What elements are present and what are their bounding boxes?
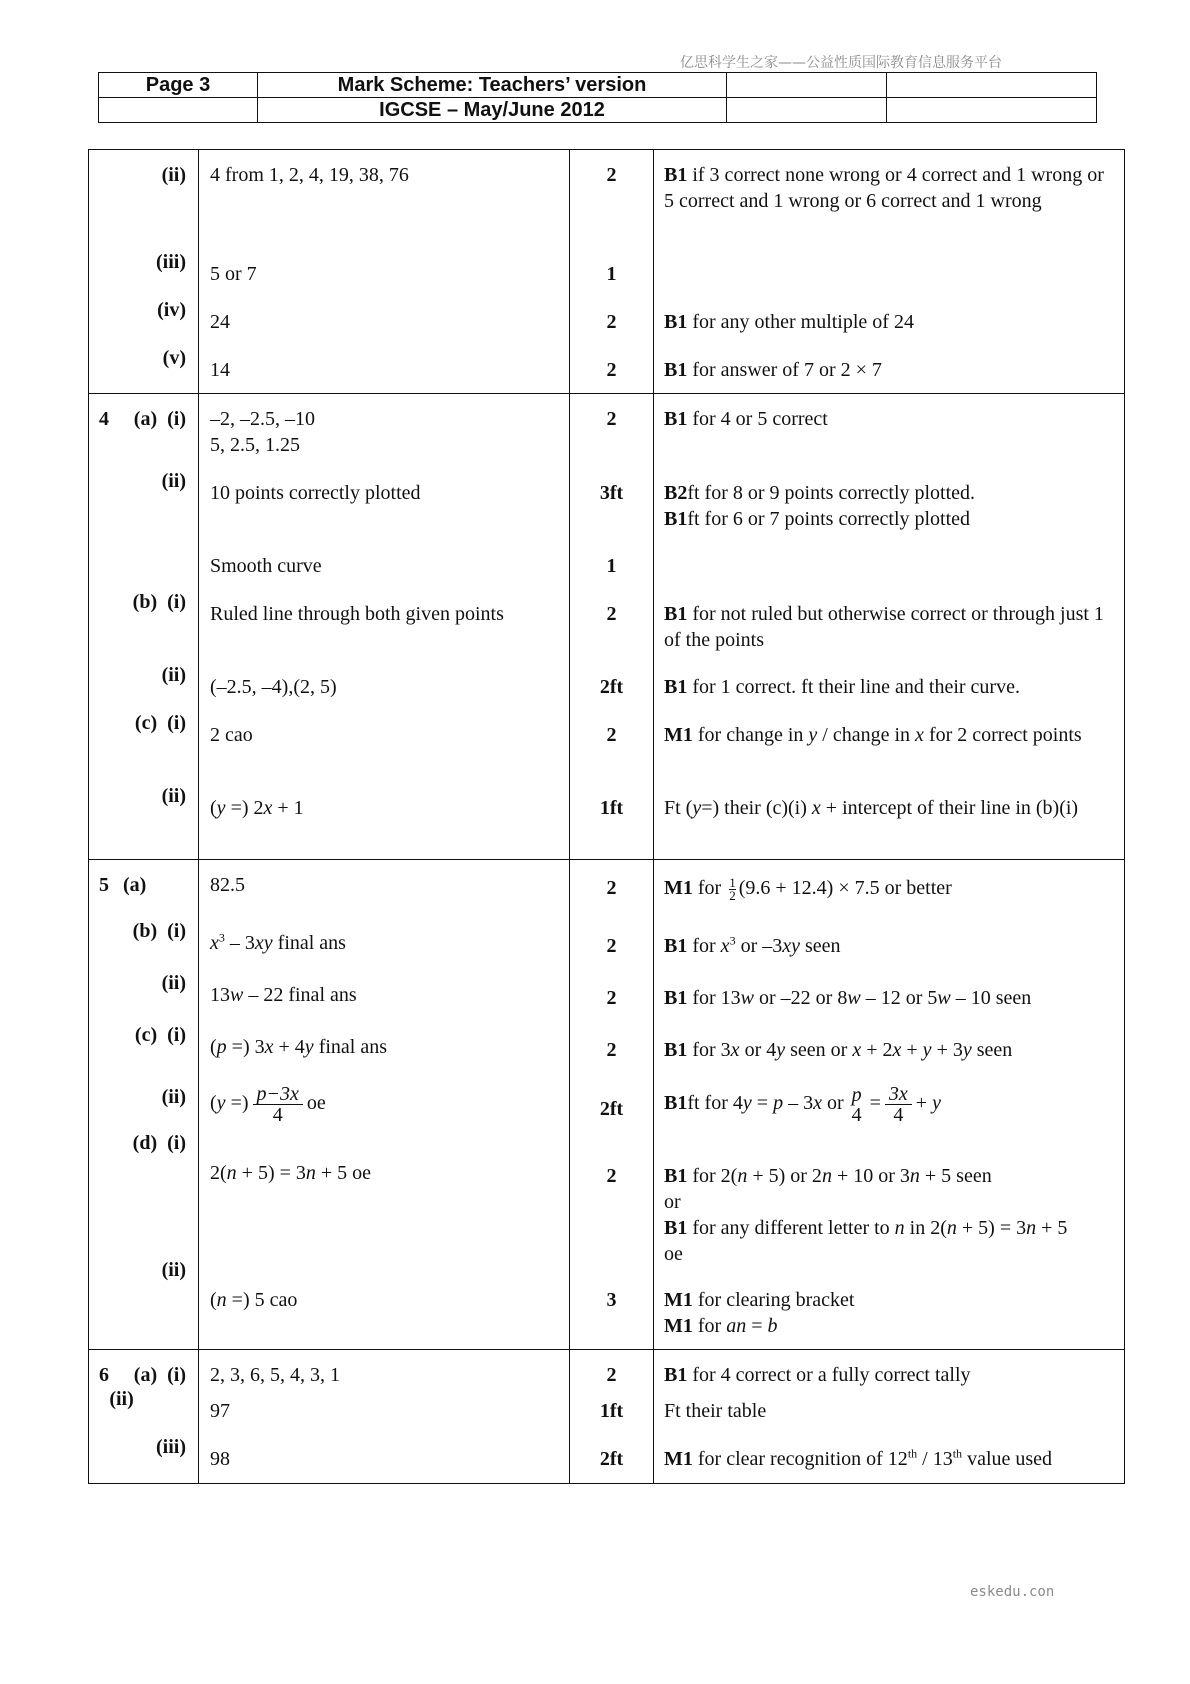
question-label: (c) (i) [134, 1024, 186, 1046]
comment-cell: M1 for clear recognition of 12th / 13th value used [664, 1446, 1053, 1470]
answer-cell: 24 [210, 311, 230, 333]
answer-cell: –2, –2.5, –10 5, 2.5, 1.25 [210, 408, 315, 456]
page-title: Mark Scheme: Teachers’ version [258, 73, 727, 98]
question-label: (ii) [161, 1259, 186, 1281]
answer-cell: 14 [210, 359, 230, 381]
answer-cell: 10 points correctly plotted [210, 482, 421, 504]
question-label: (ii) [109, 1388, 134, 1410]
question-label [89, 541, 198, 589]
watermark-top: 亿思科学生之家——公益性质国际教育信息服务平台 [680, 55, 1002, 71]
question-label: (ii) [161, 1086, 186, 1108]
question-5-group [89, 860, 1125, 1350]
mark-cell: 1ft [599, 1400, 624, 1422]
comment-cell: B1 for 4 correct or a fully correct tally [664, 1364, 971, 1386]
fraction: p 4 [851, 1083, 862, 1126]
mark-cell: 2 [606, 1364, 617, 1386]
header-empty-cell [887, 73, 1097, 98]
page-header-table [98, 72, 1097, 123]
answer-cell: (y =) $\frac{p-3x}{4}$ oe [210, 1083, 326, 1126]
question-label: (ii) [161, 470, 186, 492]
fraction: $\frac{3x}{4}$ [885, 1084, 912, 1125]
mark-cell: 2 [606, 1039, 617, 1061]
watermark-bottom: eskedu.con [970, 1584, 1055, 1600]
comment-cell: B1 for not ruled but otherwise correct or through just 1 of the points [664, 603, 1104, 651]
comment-cell: M1 for $\frac{1}{2}$ (9.6 + 12.4) × 7.5 or better [664, 874, 952, 903]
mark-cell: 2 [606, 877, 617, 899]
answer-cell: 13w – 22 final ans [210, 984, 357, 1006]
mark-scheme-table [88, 149, 1125, 1484]
mark-cell: 2 [606, 603, 617, 625]
comment-cell: B1 for answer of 7 or 2 × 7 [664, 359, 882, 381]
mark-cell: 3ft [599, 482, 624, 504]
comment-cell [654, 261, 1124, 309]
question-label: (ii) [161, 972, 186, 994]
mark-cell: 2 [606, 408, 617, 430]
question-label: (iv) [157, 299, 186, 321]
comment-cell: B2ft for 8 or 9 points correctly plotted. B1ft for 6 or 7 points correctly plotted [664, 482, 976, 530]
question-label: (v) [162, 347, 186, 369]
answer-cell: 2 cao [210, 724, 253, 746]
comment-cell: B1 for 3x or 4y seen or x + 2x + y + 3y seen [664, 1039, 1013, 1061]
question-4-group [89, 394, 1125, 860]
question-label: (iii) [156, 251, 186, 273]
question-label: (b) (i) [132, 591, 186, 613]
comment-cell [654, 553, 1124, 601]
answer-cell: 4 from 1, 2, 4, 19, 38, 76 [210, 164, 409, 186]
mark-cell: 2ft [599, 1098, 624, 1120]
comment-cell: B1 for any other multiple of 24 [664, 311, 914, 333]
mark-cell: 2 [606, 359, 617, 381]
mark-cell: 1 [606, 263, 617, 285]
fraction: $\frac{p-3x}{4}$ [253, 1084, 303, 1125]
comment-cell: M1 for clearing bracket M1 for an = b [664, 1289, 855, 1337]
mark-cell: 2ft [599, 1448, 624, 1470]
answer-cell: 2, 3, 6, 5, 4, 3, 1 [210, 1364, 340, 1386]
mark-cell: 2 [606, 935, 617, 957]
answer-cell: 2(n + 5) = 3n + 5 oe [210, 1162, 372, 1184]
question-label: (ii) [161, 785, 186, 807]
comment-cell: B1 for $x^3$ or –3xy seen [664, 933, 841, 957]
comment-cell: B1ft for 4y = p – 3x or p 4 = $\frac{3x}{4}$ + y [664, 1083, 941, 1126]
answer-cell: Smooth curve [210, 555, 322, 577]
answer-cell: 82.5 [210, 874, 245, 896]
question-label: (d) (i) [132, 1132, 186, 1154]
header-empty-cell [727, 73, 887, 98]
comment-cell: B1 for 1 correct. ft their line and their curve. [664, 676, 1020, 698]
question-label: (c) (i) [134, 712, 186, 734]
comment-cell: Ft (y=) their (c)(i) x + intercept of their line in (b)(i) [664, 797, 1079, 819]
mark-cell: 2 [606, 164, 617, 186]
question-6-group [89, 1350, 1125, 1484]
question-label: (ii) [161, 664, 186, 686]
question-3-group [89, 150, 1125, 394]
comment-cell: M1 for change in y / change in x for 2 correct points [664, 724, 1082, 746]
comment-cell: B1 for 13w or –22 or 8w – 12 or 5w – 10 seen [664, 987, 1032, 1009]
page-number: Page 3 [99, 73, 258, 98]
answer-cell: 98 [210, 1448, 230, 1470]
answer-cell: 5 or 7 [210, 263, 257, 285]
mark-cell: 2 [606, 311, 617, 333]
question-label: (b) (i) [132, 920, 186, 942]
mark-cell: 1ft [599, 797, 624, 819]
question-label: 6 (a) (i) [99, 1364, 186, 1386]
comment-cell: B1 for 2(n + 5) or 2n + 10 or 3n + 5 seen or B1 for any different letter to n in 2(n + 5) = 3n + 5 oe [664, 1165, 1068, 1265]
question-label: (iii) [156, 1436, 186, 1458]
question-label: 5 (a) [99, 874, 147, 896]
mark-cell: 2 [606, 987, 617, 1009]
fraction: $\frac{1}{2}$ [729, 874, 736, 903]
comment-cell: Ft their table [664, 1400, 767, 1422]
answer-cell: (y =) 2x + 1 [210, 797, 304, 819]
comment-cell: B1 for 4 or 5 correct [664, 408, 828, 430]
answer-cell: Ruled line through both given points [210, 603, 504, 625]
page-subtitle: IGCSE – May/June 2012 [258, 98, 727, 123]
answer-cell: 97 [210, 1400, 230, 1422]
question-label: (ii) [161, 164, 186, 186]
answer-cell: (–2.5, –4),(2, 5) [210, 676, 337, 698]
mark-cell: 1 [606, 555, 617, 577]
mark-cell: 3 [606, 1289, 617, 1311]
mark-cell: 2 [606, 724, 617, 746]
mark-cell: 2 [606, 1165, 617, 1187]
header-empty-cell [887, 98, 1097, 123]
answer-cell: (n =) 5 cao [210, 1289, 298, 1311]
answer-cell: $x^3 - 3xy$ final ans [210, 930, 346, 954]
question-label: 4 (a) (i) [99, 408, 186, 430]
header-empty-cell [99, 98, 258, 123]
comment-cell: B1 if 3 correct none wrong or 4 correct and 1 wrong or 5 correct and 1 wrong or 6 correct and 1 wrong [664, 164, 1104, 212]
answer-cell: (p =) 3x + 4y final ans [210, 1036, 387, 1058]
mark-cell: 2ft [599, 676, 624, 698]
header-empty-cell [727, 98, 887, 123]
